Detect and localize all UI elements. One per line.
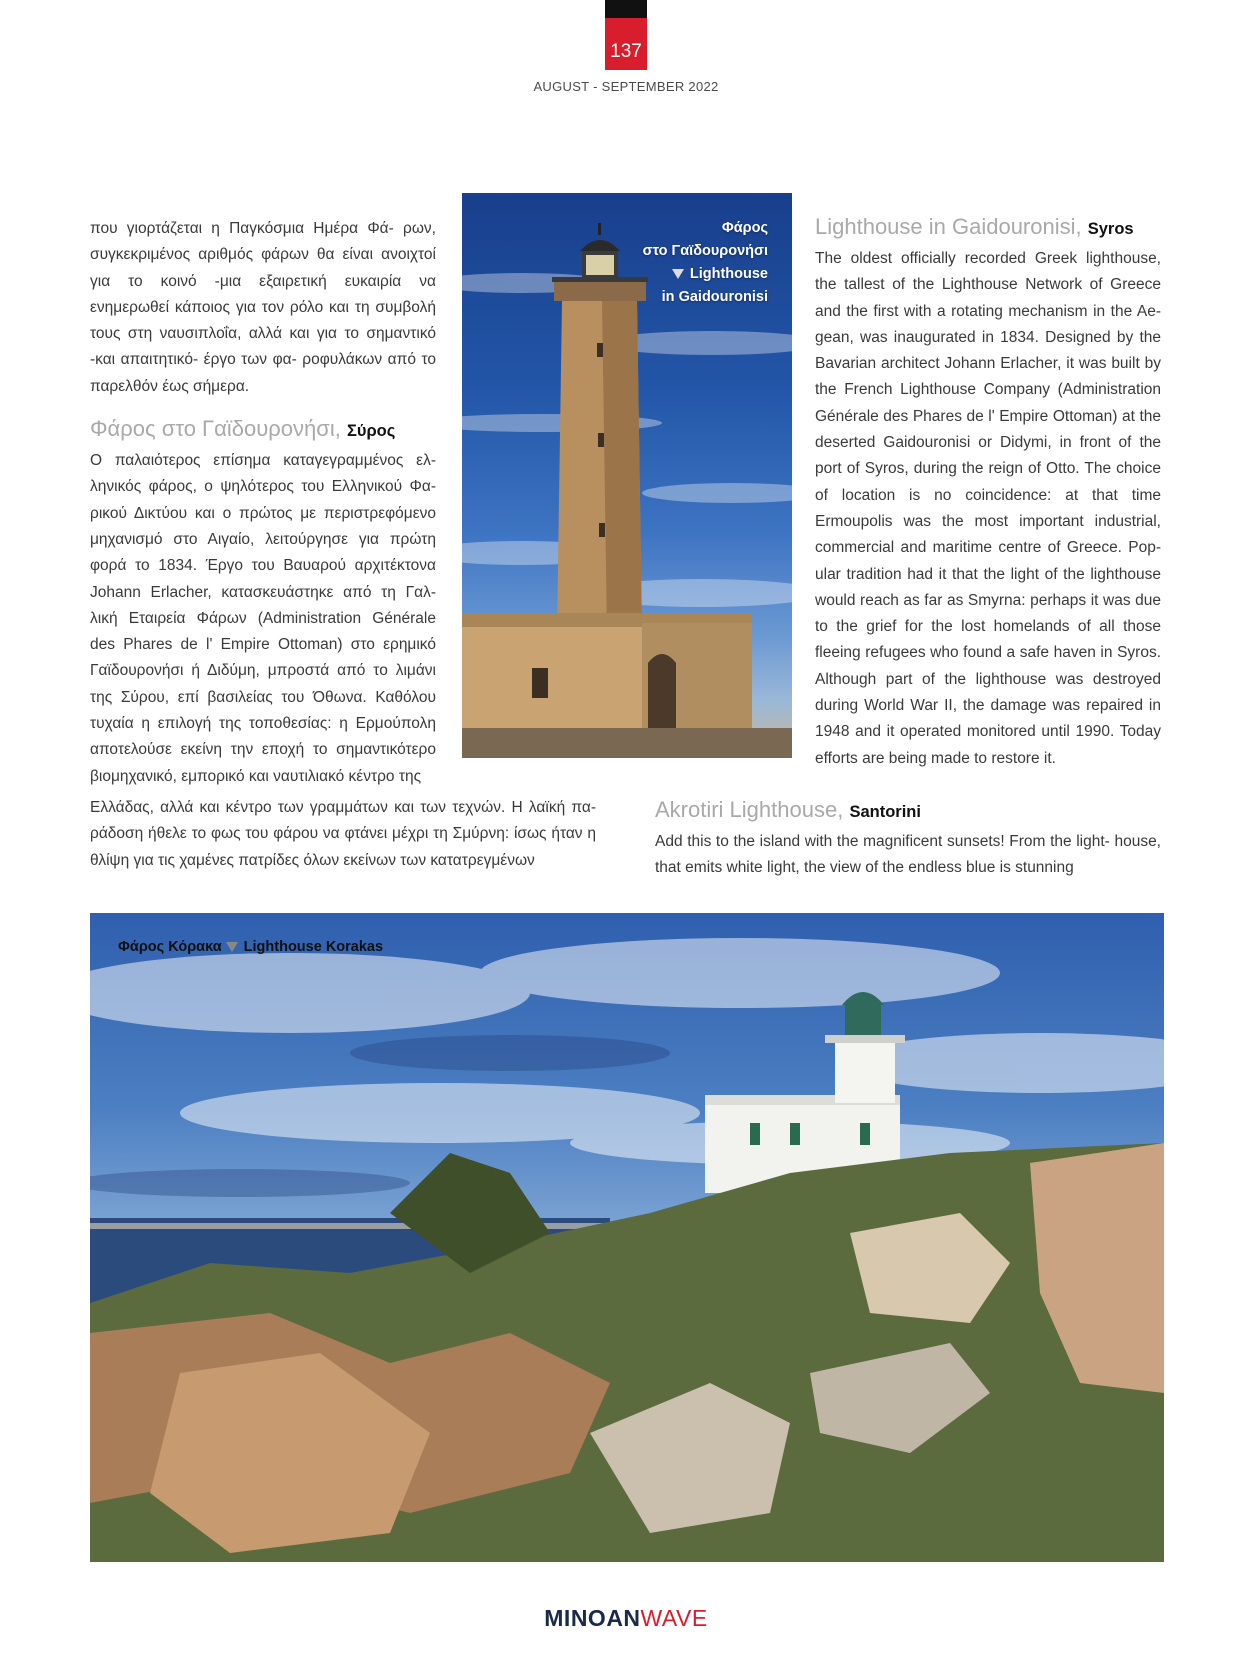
text-line: Ελλάδας, αλλά και κέντρο των γραμμάτων και των τεχνών. Η λαϊκή πα-	[90, 799, 596, 816]
text-line: commercial and maritime centre of Greece. Pop-	[815, 539, 1161, 557]
text-line: Générale des Phares de l' Empire Ottoman) at	[815, 407, 1135, 425]
akrotiri-section	[655, 795, 1161, 882]
text-line: would reach as far as Smyrna: perhaps it was due	[815, 591, 1161, 609]
text-line: ανοιχτοί για το κοινό -μια εξαιρετική ευκαιρία	[90, 246, 436, 290]
text-line: λική Εταιρεία Φάρων (Administration Générale	[90, 609, 436, 627]
heading-light: Lighthouse in Gaidouronisi,	[815, 214, 1088, 239]
text-line: που γιορτάζεται η Παγκόσμια Ημέρα Φά-	[90, 220, 394, 237]
text-line: ular tradition had it that the light of the lighthouse	[815, 565, 1161, 583]
triangle-icon	[226, 942, 238, 952]
akrotiri-heading	[655, 795, 1161, 827]
logo-wave: WAVE	[640, 1605, 708, 1631]
text-line: Johann Erlacher, κατασκευάστηκε από τη Γαλ-	[90, 583, 436, 601]
caption-english-2: in Gaidouronisi	[661, 289, 768, 305]
text-line: gean, was inaugurated in 1834. Designed by the	[815, 328, 1161, 346]
text-line: ληνικός φάρος, ο ψηλότερος του Ελληνικού Φα-	[90, 478, 436, 496]
logo-minoan: MINOAN	[544, 1605, 641, 1631]
gaidouronisi-lighthouse-photo	[462, 193, 792, 758]
landscape-illustration	[90, 913, 1164, 1562]
text-line: μηχανισμό στο Αιγαίο, λειτούργησε για πρώτη	[90, 530, 436, 548]
tower-caption	[643, 217, 768, 309]
text-line: ρικού Δικτύου και ο πρώτος με περιστρεφόμενο	[90, 504, 436, 522]
text-line: fleeing refugees who found a safe haven in Syros.	[815, 644, 1161, 662]
text-line: the port of Syros, during the reign of Otto. The	[815, 434, 1161, 478]
heading-light: Akrotiri Lighthouse,	[655, 797, 850, 822]
heading-bold: Σύρος	[346, 422, 396, 441]
akrotiri-body	[655, 829, 1161, 882]
minoan-wave-logo	[520, 1605, 732, 1632]
text-line: φορά το 1834. Έργο του Βαυαρού αρχιτέκτονα	[90, 557, 436, 575]
text-line: η θλίψη για τις χαμένες πατρίδες όλων εκείνων των κατατρεγμένων	[90, 825, 596, 869]
english-body-syros	[815, 246, 1161, 772]
text-line: Ermoupolis was the most important industrial,	[815, 512, 1161, 530]
text-line: της Σύρου, επί βασιλείας του Όθωνα. Καθόλου	[90, 688, 436, 706]
heading-bold: Syros	[1087, 220, 1134, 238]
caption-english-1: Lighthouse	[689, 266, 768, 282]
text-line: house, that emits white light, the view of the endless blue is stunning	[655, 833, 1161, 877]
caption-greek: Φάρος Κόρακα	[118, 939, 222, 955]
text-line: during World War II, the damage was repaired in	[815, 697, 1161, 715]
korakas-lighthouse-photo	[90, 913, 1164, 1562]
text-line: το σημαντικό -και απαιτητικό- έργο των φα-	[90, 325, 437, 369]
text-line: ρων, συγκεκριμένος αριθμός φάρων θα είναι	[90, 220, 436, 264]
text-line: τυχαία η επιλογή της τοποθεσίας: η Ερμούπολη	[90, 715, 436, 733]
greek-heading-syros	[90, 414, 436, 446]
text-line: the deserted Gaidouronisi or Didymi, in front of	[815, 407, 1162, 452]
text-line: efforts are being made to restore it.	[815, 749, 1056, 767]
text-line: The oldest officially recorded Greek lighthouse,	[815, 250, 1161, 267]
text-line: βιομηχανικό, εμπορικό και ναυτιλιακό κέντρο της	[90, 767, 422, 785]
text-line: des Phares de l' Empire Ottoman) στο ερημικό	[90, 636, 436, 654]
greek-intro	[90, 216, 436, 400]
text-line: Γαϊδουρονήσι ή Διδύμη, μπροστά από το λιμάνι	[90, 662, 436, 680]
text-line: Although part of the lighthouse was destroyed	[815, 670, 1161, 688]
text-line: to the grief for the lost homelands of all those	[815, 618, 1161, 636]
text-line: συμβολή τους στη ναυσιπλοΐα, αλλά και για	[90, 298, 437, 343]
text-line: 1948 and it operated monitored until 1990. Today	[815, 723, 1161, 741]
heading-bold: Santorini	[849, 803, 921, 821]
text-line: the tallest of the Lighthouse Network of Greece	[815, 276, 1161, 294]
triangle-icon	[672, 269, 684, 279]
greek-continuation	[90, 795, 596, 874]
text-line: Ο παλαιότερος επίσημα καταγεγραμμένος ελ-	[90, 452, 436, 470]
greek-column	[90, 216, 436, 790]
page-number: 137	[610, 41, 642, 62]
heading-light: Φάρος στο Γαϊδουρονήσι,	[90, 416, 347, 442]
korakas-caption	[118, 937, 383, 957]
text-line: Add this to the island with the magnificent sunsets! From the light-	[655, 833, 1110, 850]
issue-date: AUGUST - SEPTEMBER 2022	[533, 79, 719, 94]
text-line: να ενημερωθεί κάποιος για τον ρόλο και τη	[90, 272, 437, 316]
caption-greek-1: Φάρος	[721, 220, 768, 236]
english-column	[815, 212, 1161, 772]
text-line: αποτελούσε εκείνη την εποχή το σημαντικότερο	[90, 741, 436, 759]
caption-greek-2: στο Γαϊδουρονήσι	[642, 243, 768, 259]
text-line: and the first with a rotating mechanism in the Ae-	[815, 302, 1161, 320]
text-line: ράδοση ήθελε το φως του φάρου να φτάνει μέχρι τη Σμύρνη: ίσως ήταν	[90, 825, 583, 843]
text-line: choice of location is no coincidence: at that time	[815, 460, 1161, 504]
text-line: ροφυλάκων από το παρελθόν έως σήμερα.	[90, 351, 437, 395]
caption-english: Lighthouse Korakas	[243, 939, 384, 955]
english-heading-syros	[815, 212, 1161, 244]
greek-body-syros	[90, 448, 436, 790]
text-line: Bavarian architect Johann Erlacher, it was built by	[815, 355, 1161, 373]
text-line: the French Lighthouse Company (Administration	[815, 381, 1161, 399]
